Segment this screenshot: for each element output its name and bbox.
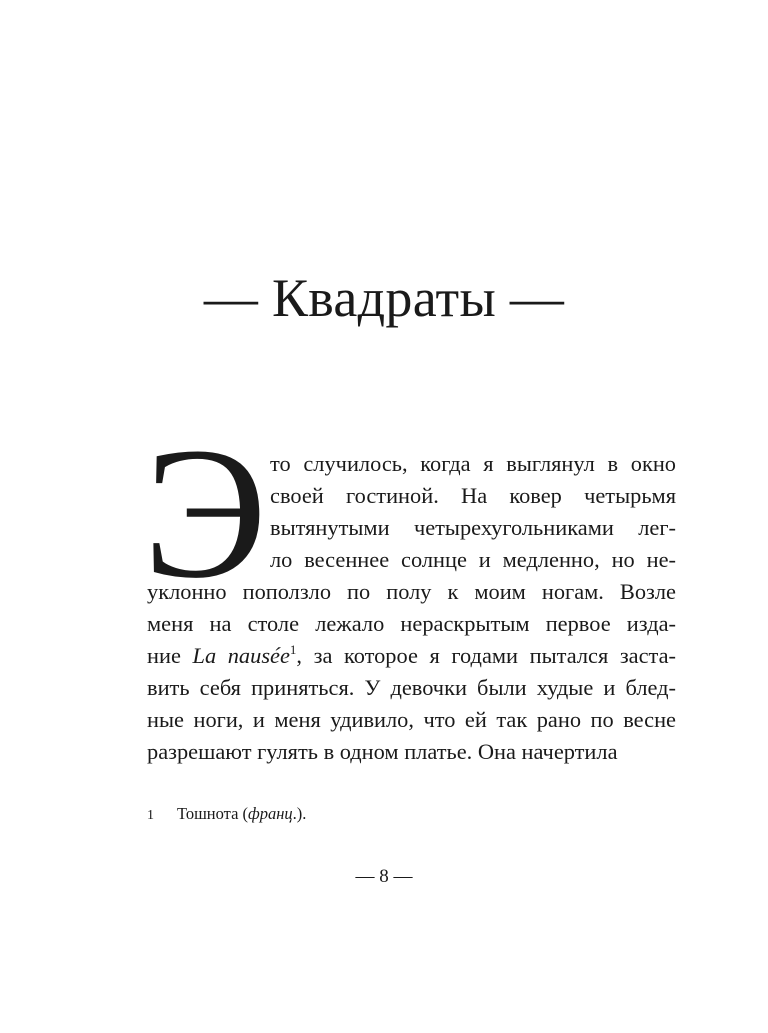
text-line: меня на столе лежало нераскрытым первое изда-	[147, 611, 676, 636]
text-line: уклонно поползло по полу к моим ногам. Возле	[147, 579, 676, 604]
body-text	[147, 448, 676, 768]
text-line: вить себя приняться. У девочки были худые и блед-	[147, 675, 676, 700]
text-line: то случилось, когда я выглянул в окно	[270, 451, 676, 476]
footnote-reference: 1	[289, 642, 297, 657]
text-fragment: ние	[147, 643, 193, 668]
text-line: своей гостиной. На ковер четырьмя	[270, 483, 676, 508]
chapter-title: — Квадраты —	[203, 268, 565, 328]
footnote-language: франц	[248, 804, 293, 823]
text-line	[147, 640, 676, 672]
book-title-italic: La nausée	[192, 643, 290, 668]
footnote-text: Тошнота (	[177, 804, 249, 823]
text-line: ные ноги, и меня удивило, что ей так рано по весне	[147, 707, 676, 732]
text-fragment: , за которое я годами пытался заста-	[296, 643, 677, 668]
text-line: разрешают гулять в одном платье. Она начертила	[147, 739, 618, 764]
drop-cap: Э	[143, 408, 268, 617]
footnote	[147, 802, 306, 828]
footnote-marker: 1	[147, 808, 154, 823]
text-line: ло весеннее солнце и медленно, но не-	[270, 547, 676, 572]
page-number: — 8 —	[355, 866, 413, 887]
text-line: вытянутыми четырехугольниками лег-	[270, 515, 676, 540]
footnote-text-end: .).	[292, 804, 307, 823]
